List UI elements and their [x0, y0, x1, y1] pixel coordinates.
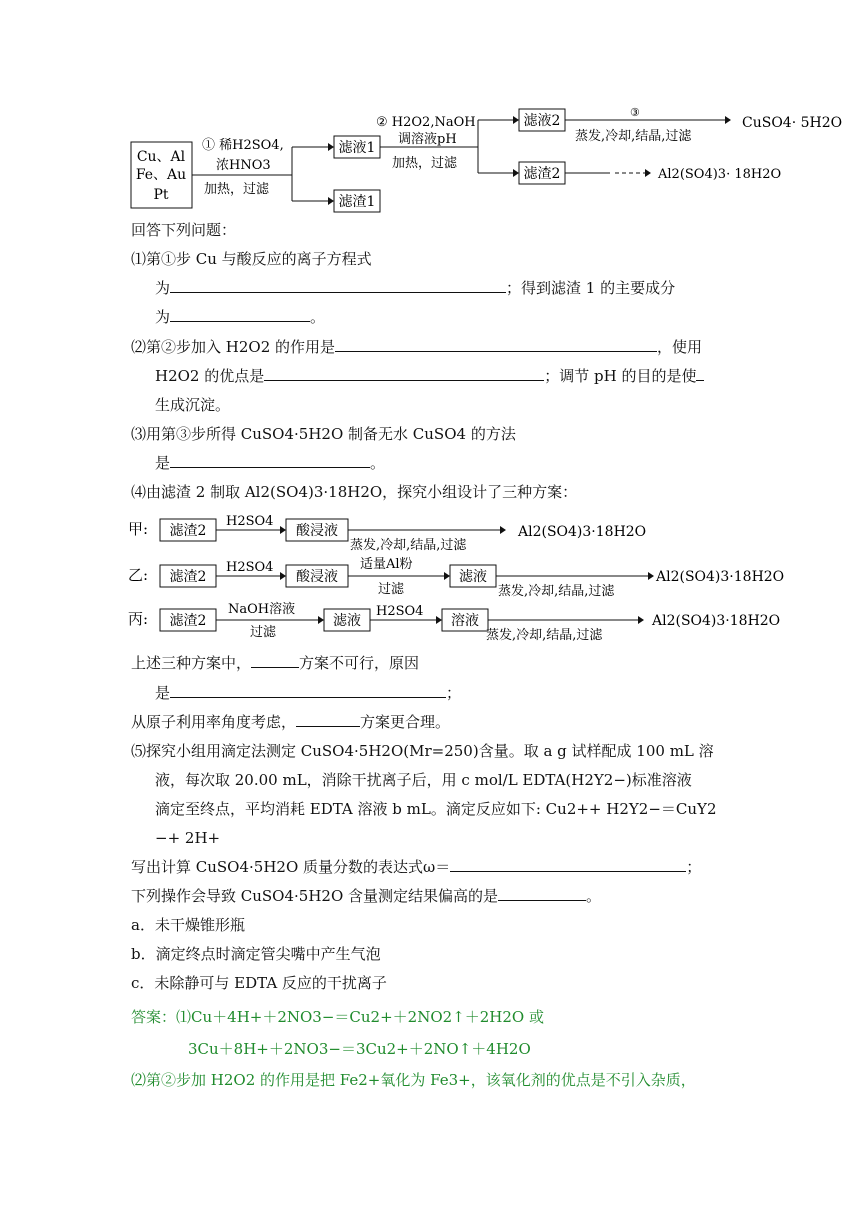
q2-line2 — [155, 366, 704, 386]
q3-answer-blank[interactable] — [170, 453, 370, 468]
jia-residue: 滤渣2 — [169, 523, 207, 539]
jia-acid-leach: 酸浸液 — [296, 523, 338, 539]
q1-line3 — [155, 307, 325, 327]
q2-answer-blank-1[interactable] — [335, 337, 657, 352]
bing-condition: 蒸发,冷却,结晶,过滤 — [486, 628, 603, 643]
q1-prefix-2: 为 — [155, 308, 171, 326]
q5-line3: 滴定至终点，平均消耗 EDTA 溶液 b mL。滴定反应如下: Cu2++ H2Y2−＝CuY2 — [155, 800, 717, 818]
q5-line1: ⑸探究小组用滴定法测定 CuSO4·5H2O(Mr=250)含量。取 a g 试样配成 100 mL 溶 — [131, 742, 714, 760]
yi-residue: 滤渣2 — [169, 569, 207, 585]
bing-reagent: H2SO4 — [376, 604, 424, 619]
bing-residue: 滤渣2 — [169, 613, 207, 629]
step3-condition: 蒸发,冷却,结晶,过滤 — [575, 129, 692, 144]
q2-line1 — [131, 337, 702, 357]
answer-eq-1: ⑴Cu＋4H+＋2NO3−＝Cu2+＋2NO2↑＋2H2O 或 — [176, 1008, 544, 1026]
step1-reagent: ① 稀H2SO4, — [202, 138, 284, 153]
answer-line3: ⑵第②步加 H2O2 的作用是把 Fe2+氧化为 Fe3+，该氧化剂的优点是不引入杂质， — [131, 1071, 696, 1089]
scheme-yi-label: 乙: — [128, 566, 149, 584]
q2-text-2: ，使用 — [657, 338, 703, 356]
yi-al-powder: 适量Al粉 — [360, 557, 413, 572]
q2-text-1: ⑵第②步加入 H2O2 的作用是 — [131, 338, 336, 356]
raw-line-3: Pt — [153, 187, 169, 203]
q1-prefix: 为 — [155, 279, 171, 297]
scheme-jia-label: 甲: — [128, 520, 149, 538]
q3-end: 。 — [370, 454, 386, 472]
step3-number: ③ — [630, 106, 640, 119]
yi-product: Al2(SO4)3·18H2O — [656, 569, 785, 585]
product2-label: Al2(SO4)3· 18H2O — [658, 167, 782, 182]
q4-answer-blank-1[interactable] — [251, 653, 299, 668]
q5-period: 。 — [586, 887, 602, 905]
yi-reagent: H2SO4 — [226, 560, 274, 575]
q1-mid: ；得到滤渣 1 的主要成分 — [506, 279, 676, 297]
q5-line6 — [131, 886, 601, 906]
q5-option-a: a．未干燥锥形瓶 — [131, 916, 245, 934]
q2-text-3: H2O2 的优点是 — [155, 367, 265, 385]
q1-answer-blank-1[interactable] — [170, 278, 506, 293]
q5-answer-blank-1[interactable] — [450, 857, 686, 872]
q5-option-c: c．未除静可与 EDTA 反应的干扰离子 — [131, 974, 387, 992]
bing-filter: 过滤 — [250, 625, 277, 640]
q2-answer-blank-3[interactable] — [696, 366, 704, 381]
q4-after-line3 — [131, 712, 450, 732]
q3-line2 — [155, 453, 385, 473]
jia-reagent: H2SO4 — [226, 514, 274, 529]
bing-solution: 溶液 — [451, 613, 479, 629]
q2-text-4: ；调节 pH 的目的是使 — [544, 367, 697, 385]
q5-semicolon: ； — [686, 858, 702, 876]
q5-option-b: b．滴定终点时滴定管尖嘴中产生气泡 — [131, 945, 381, 963]
residue1-label: 滤渣1 — [338, 194, 376, 210]
q4-after-line1 — [131, 653, 419, 673]
filtrate1-label: 滤液1 — [338, 140, 376, 156]
q1-line2 — [155, 278, 675, 298]
q5-op-prompt: 下列操作会导致 CuSO4·5H2O 含量测定结果偏高的是 — [131, 887, 499, 905]
answer-line2: 3Cu＋8H+＋2NO3−＝3Cu2+＋2NO↑＋4H2O — [188, 1040, 531, 1058]
step2-reagent-2: 调溶液pH — [398, 132, 457, 147]
yi-filtrate: 滤液 — [459, 569, 487, 585]
answer-line1 — [131, 1007, 544, 1027]
q5-line4: −+ 2H+ — [155, 829, 221, 847]
q4-after-2a: 是 — [155, 684, 171, 702]
q3-line1: ⑶用第③步所得 CuSO4·5H2O 制备无水 CuSO4 的方法 — [131, 425, 516, 443]
filtrate2-label: 滤液2 — [523, 113, 561, 129]
q1-line1: ⑴第①步 Cu 与酸反应的离子方程式 — [131, 250, 372, 268]
step1-reagent-2: 浓HNO3 — [216, 158, 271, 173]
q5-formula-prompt: 写出计算 CuSO4·5H2O 质量分数的表达式ω＝ — [131, 858, 451, 876]
q4-after-1b: 方案不可行，原因 — [299, 654, 420, 672]
q2-answer-blank-2[interactable] — [264, 366, 544, 381]
step2-reagent: ② H2O2,NaOH — [376, 115, 476, 130]
raw-line-2: Fe、Au — [135, 167, 187, 183]
bing-filtrate: 滤液 — [333, 613, 361, 629]
q4-after-1a: 上述三种方案中， — [131, 654, 252, 672]
jia-condition: 蒸发,冷却,结晶,过滤 — [350, 538, 467, 553]
residue2-label: 滤渣2 — [523, 166, 561, 182]
q5-answer-blank-2[interactable] — [498, 886, 586, 901]
raw-line-1: Cu、Al — [136, 149, 186, 165]
q1-end: 。 — [310, 308, 326, 326]
q2-line3: 生成沉淀。 — [155, 396, 231, 414]
bing-naoh: NaOH溶液 — [228, 602, 296, 617]
q5-line5 — [131, 857, 701, 877]
bing-product: Al2(SO4)3·18H2O — [652, 613, 781, 629]
q4-line1: ⑷由滤渣 2 制取 Al2(SO4)3·18H2O，探究小组设计了三种方案： — [131, 483, 578, 501]
q4-answer-blank-2[interactable] — [170, 683, 446, 698]
q4-answer-blank-3[interactable] — [296, 712, 360, 727]
intro-text: 回答下列问题： — [131, 221, 237, 239]
jia-product: Al2(SO4)3·18H2O — [518, 524, 647, 540]
schemes-diagram — [128, 508, 848, 644]
q4-after-line2 — [155, 683, 461, 703]
q5-line2: 液，每次取 20.00 mL，消除干扰离子后，用 c mol/L EDTA(H2Y2−)标准溶液 — [155, 771, 692, 789]
step1-condition: 加热，过滤 — [204, 182, 270, 197]
answer-label: 答案： — [131, 1008, 177, 1026]
product1-label: CuSO4· 5H2O — [742, 115, 843, 131]
q4-after-3a: 从原子利用率角度考虑， — [131, 713, 297, 731]
step2-condition: 加热，过滤 — [392, 156, 458, 171]
yi-acid-leach: 酸浸液 — [296, 569, 338, 585]
yi-filter: 过滤 — [378, 582, 405, 597]
process-flowchart — [120, 95, 850, 220]
q4-after-3b: 方案更合理。 — [360, 713, 451, 731]
q1-answer-blank-2[interactable] — [170, 307, 310, 322]
yi-condition: 蒸发,冷却,结晶,过滤 — [498, 584, 615, 599]
q3-prefix: 是 — [155, 454, 171, 472]
scheme-bing-label: 丙: — [128, 610, 149, 628]
q4-after-2b: ； — [446, 684, 462, 702]
